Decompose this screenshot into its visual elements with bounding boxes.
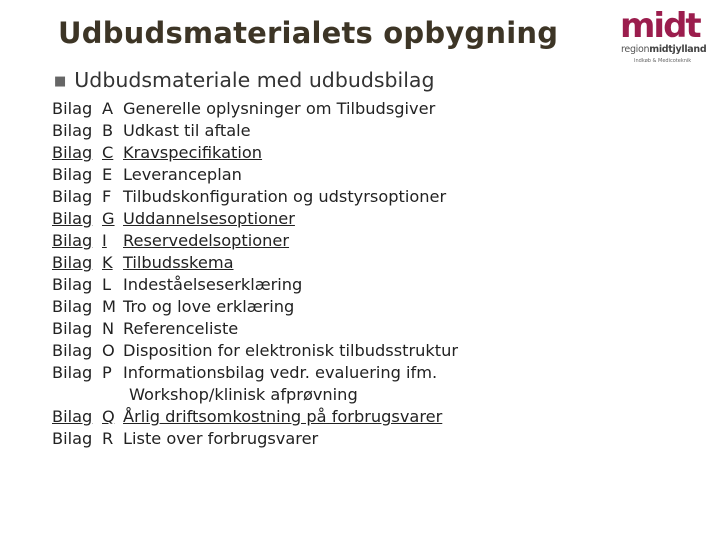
bilag-letter[interactable]: I: [102, 231, 107, 250]
bilag-letter[interactable]: K: [102, 253, 113, 272]
bilag-description: Leveranceplan: [123, 165, 242, 184]
logo-wordmark: midt: [620, 6, 700, 46]
bilag-letter: O: [102, 341, 115, 360]
bilag-description[interactable]: Reservedelsoptioner: [123, 231, 290, 250]
square-bullet-icon: ■: [54, 74, 67, 89]
list-item: [52, 428, 692, 450]
bilag-description[interactable]: Kravspecifikation: [123, 143, 263, 162]
bilag-description: Tilbudskonfiguration og udstyrsoptioner: [123, 187, 447, 206]
list-item: [52, 362, 692, 384]
bilag-letter: R: [102, 429, 114, 448]
list-item: [52, 296, 692, 318]
bilag-letter: B: [102, 121, 114, 140]
list-item: [52, 120, 692, 142]
bilag-description: Disposition for elektronisk tilbudsstruktur: [123, 341, 459, 360]
bilag-description[interactable]: Uddannelsesoptioner: [123, 209, 295, 228]
bilag-label: Bilag: [52, 121, 93, 140]
bilag-description: Referenceliste: [123, 319, 239, 338]
bilag-letter: M: [102, 297, 116, 316]
bilag-description: Informationsbilag vedr. evaluering ifm.: [123, 363, 438, 382]
list-item: [52, 274, 692, 296]
bilag-description[interactable]: Tilbudsskema: [123, 253, 234, 272]
bilag-label: Bilag: [52, 99, 93, 118]
list-item-continuation: [52, 384, 692, 406]
bilag-letter[interactable]: Q: [102, 407, 115, 426]
bilag-letter: N: [102, 319, 115, 338]
list-item-link[interactable]: [52, 230, 692, 252]
bilag-letter: F: [102, 187, 112, 206]
bilag-letter: E: [102, 165, 113, 184]
list-item-link[interactable]: [52, 208, 692, 230]
bilag-label: Bilag: [52, 363, 93, 382]
bilag-description[interactable]: Årlig driftsomkostning på forbrugsvarer: [123, 407, 443, 426]
list-item: [52, 98, 692, 120]
bilag-label[interactable]: Bilag: [52, 231, 93, 250]
bilag-label[interactable]: Bilag: [52, 407, 93, 426]
region-midtjylland-logo: [618, 6, 710, 64]
bilag-label: Bilag: [52, 187, 93, 206]
bilag-label: Bilag: [52, 319, 93, 338]
list-item: [52, 186, 692, 208]
bilag-description: Tro og love erklæring: [123, 297, 295, 316]
bilag-description-continuation: Workshop/klinisk afprøvning: [129, 385, 358, 404]
bilag-description: Udkast til aftale: [123, 121, 251, 140]
bilag-letter: L: [102, 275, 112, 294]
bilag-letter: P: [102, 363, 112, 382]
logo-subtitle: Indkøb & Medicoteknik: [634, 58, 692, 64]
bullet-heading-text: Udbudsmateriale med udbudsbilag: [74, 68, 435, 92]
bilag-letter: A: [102, 99, 114, 118]
list-item-link[interactable]: [52, 252, 692, 274]
list-item: [52, 340, 692, 362]
bilag-label: Bilag: [52, 341, 93, 360]
list-item-link[interactable]: [52, 406, 692, 428]
logo-region-text: regionmidtjylland: [621, 44, 707, 55]
bilag-label: Bilag: [52, 275, 93, 294]
bilag-label[interactable]: Bilag: [52, 253, 93, 272]
list-item-link[interactable]: [52, 142, 692, 164]
bullet-heading: [54, 68, 435, 92]
bilag-description: Generelle oplysninger om Tilbudsgiver: [123, 99, 436, 118]
bilag-letter[interactable]: G: [102, 209, 115, 228]
bilag-label[interactable]: Bilag: [52, 143, 93, 162]
bilag-description: Indeståelseserklæring: [123, 275, 303, 294]
bilag-description: Liste over forbrugsvarer: [123, 429, 319, 448]
bilag-letter[interactable]: C: [102, 143, 114, 162]
bilag-label: Bilag: [52, 297, 93, 316]
list-item: [52, 164, 692, 186]
bilag-label: Bilag: [52, 429, 93, 448]
bilag-label[interactable]: Bilag: [52, 209, 93, 228]
list-item: [52, 318, 692, 340]
page-title: Udbudsmaterialets opbygning: [58, 16, 559, 50]
bilag-label: Bilag: [52, 165, 93, 184]
bilag-list: [52, 98, 692, 450]
